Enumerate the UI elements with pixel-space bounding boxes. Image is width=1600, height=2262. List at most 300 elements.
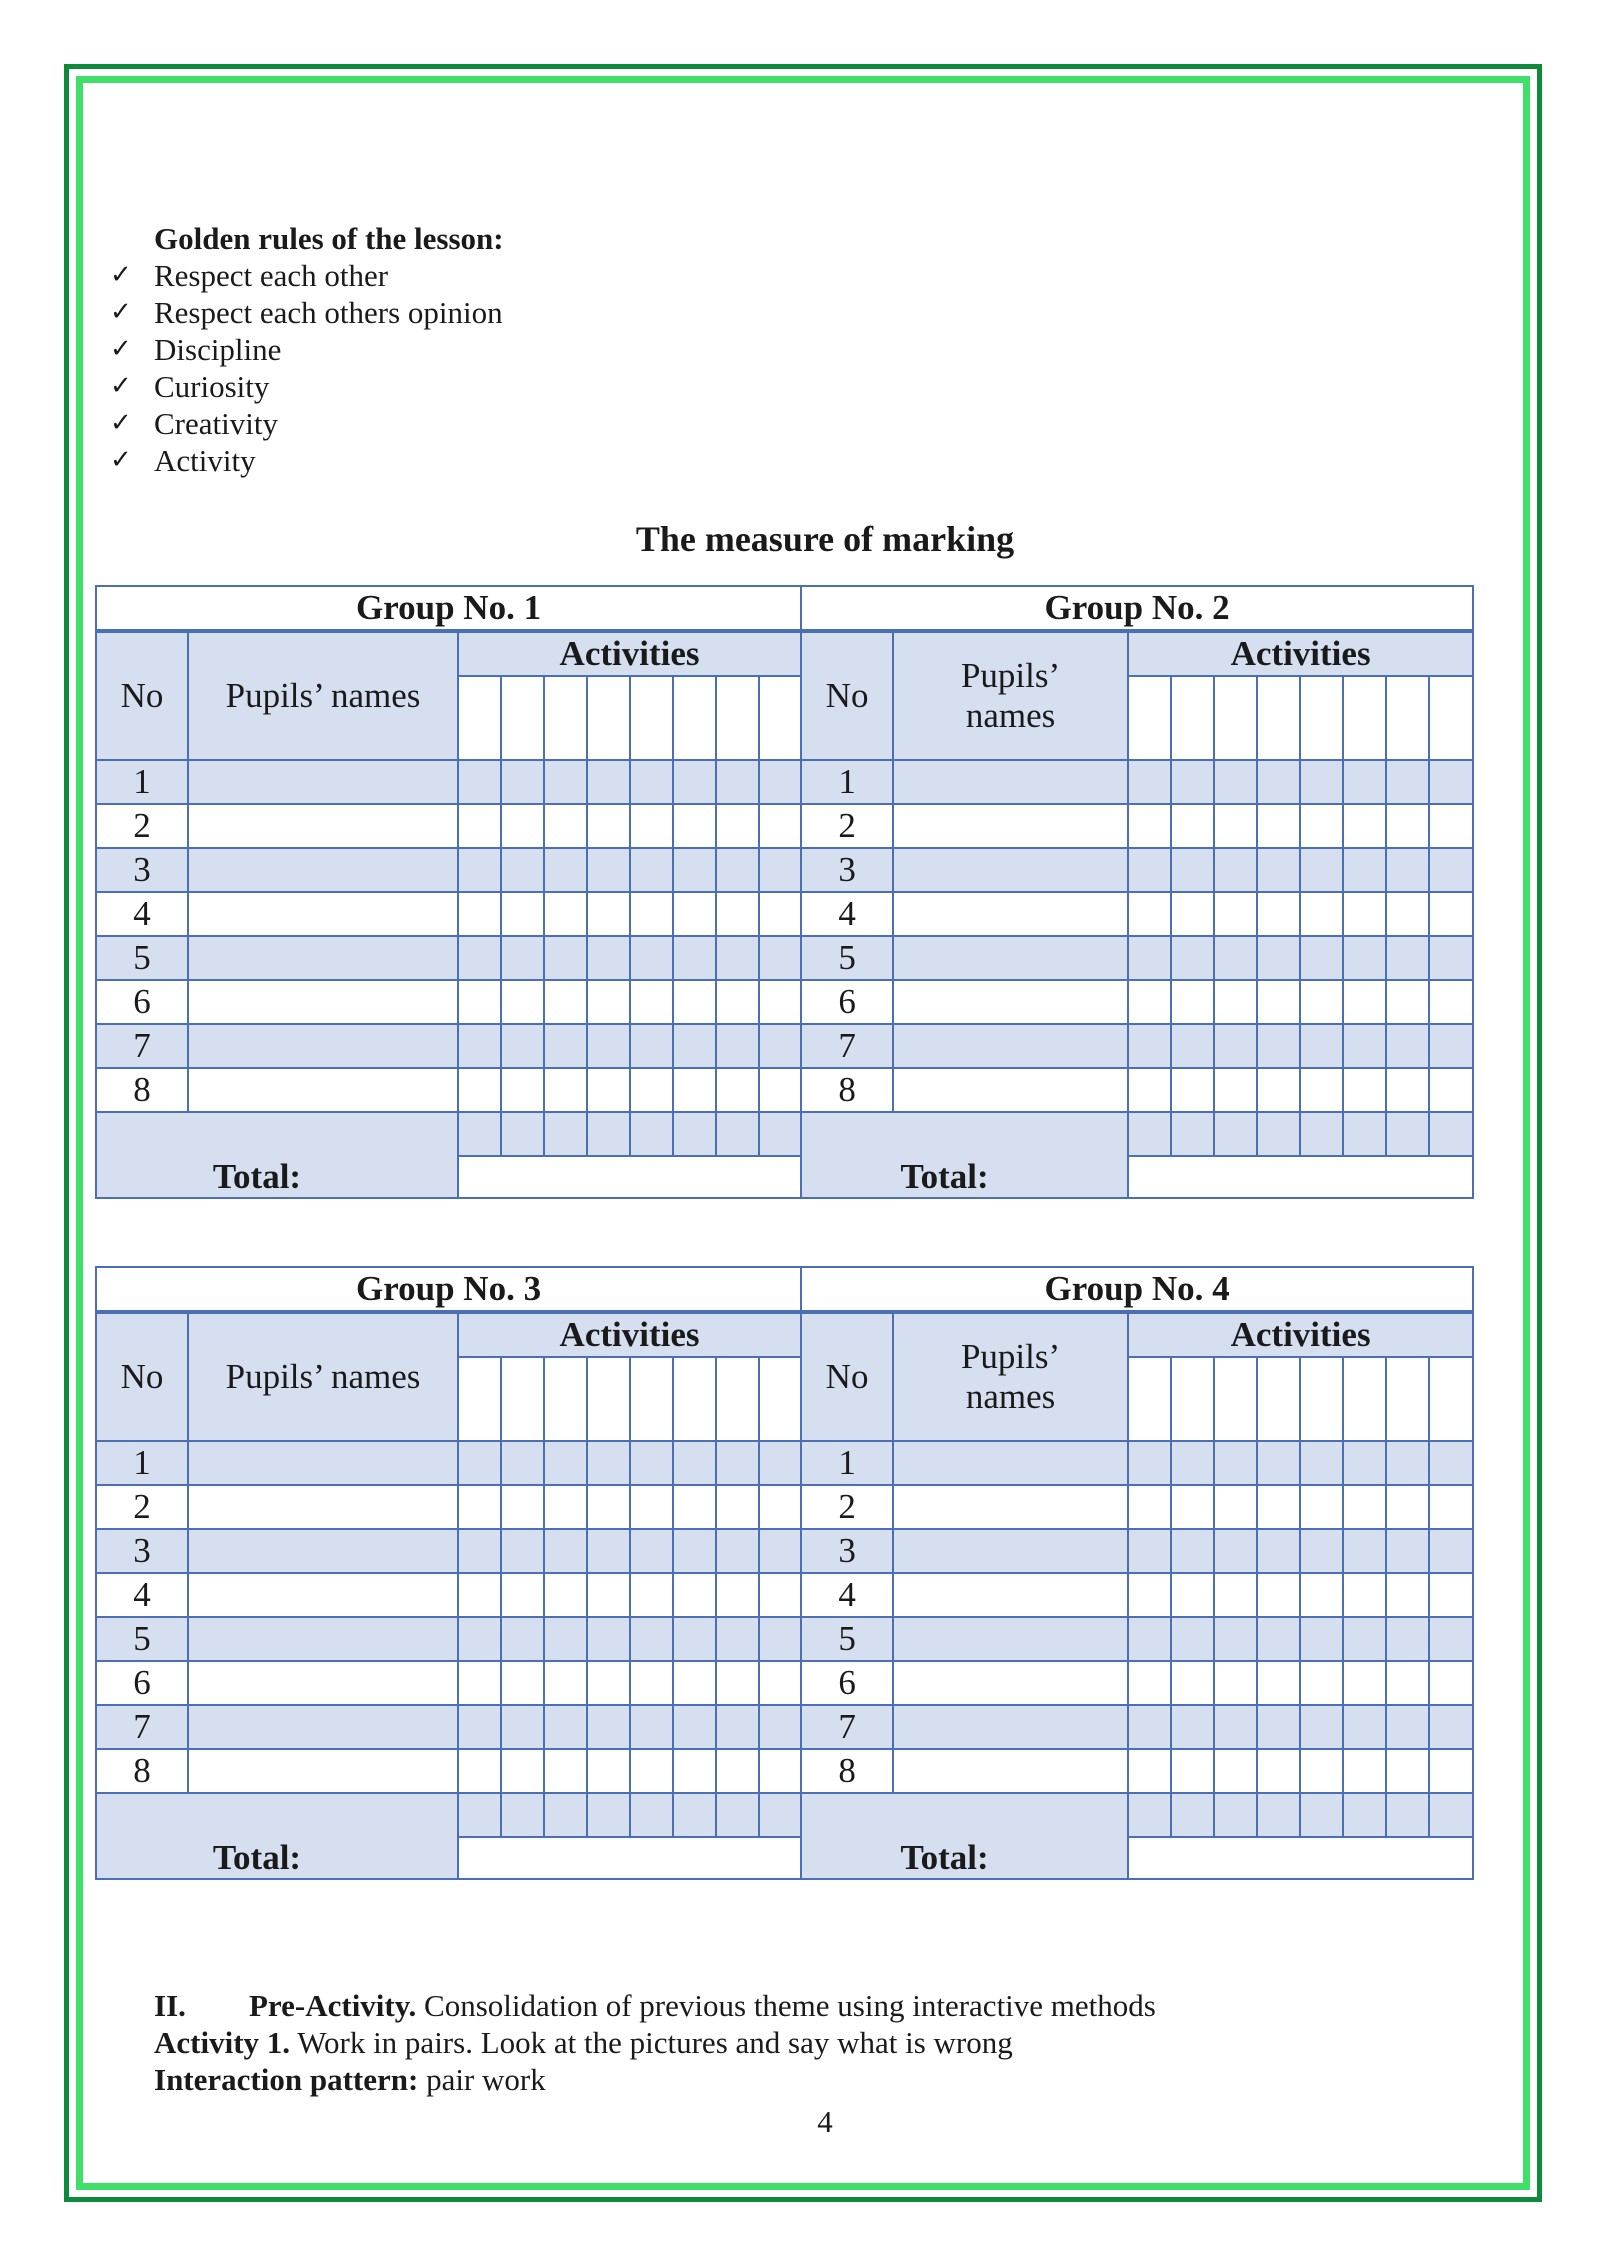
activity-cell bbox=[716, 936, 759, 980]
pupil-name-cell bbox=[188, 1705, 458, 1749]
rule-item bbox=[110, 294, 504, 331]
marking-table-groups-3-4 bbox=[95, 1266, 1474, 1880]
activity-cell bbox=[1128, 1112, 1171, 1156]
activity-cell bbox=[1171, 760, 1214, 804]
activity-cell bbox=[1343, 892, 1386, 936]
activity-cell bbox=[501, 1485, 544, 1529]
activity-cell bbox=[1343, 848, 1386, 892]
activity-cell bbox=[630, 676, 673, 760]
row-number: 2 bbox=[801, 1485, 893, 1529]
pupils-names-line: Pupils’ bbox=[960, 656, 1061, 695]
activity-cell bbox=[716, 848, 759, 892]
activity-cell bbox=[1386, 1705, 1429, 1749]
activity-cell bbox=[630, 936, 673, 980]
activity-cell bbox=[759, 936, 801, 980]
activity-cell bbox=[1128, 1441, 1171, 1485]
activity-cell bbox=[1300, 1441, 1343, 1485]
activity-cell bbox=[630, 1529, 673, 1573]
no-header: No bbox=[801, 631, 893, 760]
activity-cell bbox=[1429, 980, 1473, 1024]
pupil-name-cell bbox=[893, 1617, 1128, 1661]
activity-cell bbox=[544, 1749, 587, 1793]
activity-cell bbox=[716, 1068, 759, 1112]
table-row bbox=[96, 1441, 1473, 1485]
activity-cell bbox=[587, 1793, 630, 1837]
activity-cell bbox=[501, 980, 544, 1024]
activity-cell bbox=[1257, 1617, 1300, 1661]
activity-cell bbox=[759, 1529, 801, 1573]
activity-cell bbox=[587, 1024, 630, 1068]
pupil-name-cell bbox=[893, 804, 1128, 848]
activity-cell bbox=[630, 848, 673, 892]
pupil-name-cell bbox=[893, 1573, 1128, 1617]
activity-cell bbox=[630, 1705, 673, 1749]
rule-text: Curiosity bbox=[154, 369, 270, 404]
activity-cell bbox=[1429, 1529, 1473, 1573]
table-row bbox=[96, 1749, 1473, 1793]
activity-cell bbox=[458, 1112, 501, 1156]
activity-cell bbox=[1171, 1573, 1214, 1617]
pupils-names-line: names bbox=[965, 696, 1056, 735]
row-number: 3 bbox=[96, 848, 188, 892]
activity-cell bbox=[1128, 892, 1171, 936]
activity-cell bbox=[1429, 1617, 1473, 1661]
activity-cell bbox=[1300, 676, 1343, 760]
activity-cell bbox=[1171, 1441, 1214, 1485]
pupil-name-cell bbox=[188, 1024, 458, 1068]
row-number: 2 bbox=[801, 804, 893, 848]
activity-cell bbox=[587, 1749, 630, 1793]
activity-cell bbox=[587, 1068, 630, 1112]
row-number: 3 bbox=[96, 1529, 188, 1573]
activity-cell bbox=[759, 1441, 801, 1485]
pupils-names-header: Pupils’ names bbox=[188, 1312, 458, 1441]
total-label-cell bbox=[96, 1112, 458, 1198]
activity-cell bbox=[673, 980, 716, 1024]
activity-cell bbox=[716, 760, 759, 804]
activity-cell bbox=[759, 1485, 801, 1529]
pupil-name-cell bbox=[188, 936, 458, 980]
activity-cell bbox=[544, 892, 587, 936]
activity-cell bbox=[716, 1357, 759, 1441]
activity-cell bbox=[1429, 804, 1473, 848]
activity-cell bbox=[1386, 1112, 1429, 1156]
activity-cell bbox=[1171, 1068, 1214, 1112]
activity-cell bbox=[1429, 1661, 1473, 1705]
activity-cell bbox=[1214, 1617, 1257, 1661]
activity-cell bbox=[587, 980, 630, 1024]
activity-cell bbox=[1343, 1793, 1386, 1837]
row-number: 6 bbox=[96, 1661, 188, 1705]
activity-cell bbox=[544, 676, 587, 760]
activity-cell bbox=[716, 980, 759, 1024]
activity-cell bbox=[1300, 1024, 1343, 1068]
activity-cell bbox=[1300, 848, 1343, 892]
activity-cell bbox=[458, 676, 501, 760]
activity-cell bbox=[1429, 676, 1473, 760]
activity-cell bbox=[544, 1441, 587, 1485]
activity-cell bbox=[1128, 1793, 1171, 1837]
activity-cell bbox=[1429, 760, 1473, 804]
activity-cell bbox=[587, 892, 630, 936]
pupil-name-cell bbox=[893, 760, 1128, 804]
activity-cell bbox=[1214, 892, 1257, 936]
activity-cell bbox=[1171, 1112, 1214, 1156]
activity-cell bbox=[1429, 936, 1473, 980]
activity-cell bbox=[544, 760, 587, 804]
activity-cell bbox=[759, 804, 801, 848]
activity-cell bbox=[759, 1573, 801, 1617]
activity-cell bbox=[1429, 848, 1473, 892]
activity-cell bbox=[1386, 760, 1429, 804]
activity-cell bbox=[501, 760, 544, 804]
activity-cell bbox=[673, 1112, 716, 1156]
activity-cell bbox=[1128, 676, 1171, 760]
row-number: 1 bbox=[801, 1441, 893, 1485]
activity-cell bbox=[1429, 1112, 1473, 1156]
table-row bbox=[96, 1024, 1473, 1068]
activity-cell bbox=[1171, 1529, 1214, 1573]
activity-cell bbox=[1429, 1357, 1473, 1441]
activity-cell bbox=[501, 892, 544, 936]
activity-cell bbox=[673, 1357, 716, 1441]
row-number: 4 bbox=[801, 892, 893, 936]
activity-cell bbox=[1128, 1529, 1171, 1573]
activity-cell bbox=[1214, 804, 1257, 848]
activity-cell bbox=[1343, 1573, 1386, 1617]
activity-cell bbox=[1128, 1485, 1171, 1529]
pupil-name-cell bbox=[893, 936, 1128, 980]
row-number: 8 bbox=[801, 1749, 893, 1793]
activity-cell bbox=[1171, 1705, 1214, 1749]
rule-text: Respect each others opinion bbox=[154, 295, 503, 330]
activity-cell bbox=[630, 892, 673, 936]
activity-cell bbox=[1171, 1661, 1214, 1705]
activity-cell bbox=[1386, 1024, 1429, 1068]
activity-cell bbox=[1214, 760, 1257, 804]
activity-cell bbox=[501, 1661, 544, 1705]
activity-cell bbox=[673, 892, 716, 936]
activity-cell bbox=[673, 848, 716, 892]
table-row bbox=[96, 980, 1473, 1024]
row-number: 8 bbox=[96, 1749, 188, 1793]
activity-cell bbox=[1171, 980, 1214, 1024]
activity-cell bbox=[630, 804, 673, 848]
activity-cell bbox=[1214, 1112, 1257, 1156]
activity-cell bbox=[501, 804, 544, 848]
activity-cell bbox=[630, 1661, 673, 1705]
pupil-name-cell bbox=[188, 980, 458, 1024]
row-number: 2 bbox=[96, 1485, 188, 1529]
activity-cell bbox=[716, 1112, 759, 1156]
row-number: 6 bbox=[96, 980, 188, 1024]
section-title: Pre-Activity. bbox=[249, 1988, 417, 2023]
activity-cell bbox=[544, 980, 587, 1024]
activity-cell bbox=[1257, 1529, 1300, 1573]
activity-cell bbox=[1343, 1112, 1386, 1156]
activity-cell bbox=[1214, 1068, 1257, 1112]
total-label: Total: bbox=[212, 1157, 302, 1196]
check-icon: ✓ bbox=[110, 445, 132, 475]
activity-cell bbox=[501, 1617, 544, 1661]
activity-cell bbox=[1128, 936, 1171, 980]
activity-cell bbox=[759, 1749, 801, 1793]
activity-cell bbox=[501, 1749, 544, 1793]
activity-cell bbox=[1343, 1068, 1386, 1112]
table-row bbox=[96, 1485, 1473, 1529]
activity-cell bbox=[1257, 1485, 1300, 1529]
activity-cell bbox=[1257, 1112, 1300, 1156]
group-title: Group No. 4 bbox=[801, 1267, 1473, 1312]
activity-cell bbox=[1343, 980, 1386, 1024]
activity-cell bbox=[1343, 760, 1386, 804]
activity-cell bbox=[1171, 1024, 1214, 1068]
row-number: 8 bbox=[801, 1068, 893, 1112]
pupil-name-cell bbox=[188, 1068, 458, 1112]
activity-cell bbox=[1214, 1793, 1257, 1837]
group-title: Group No. 1 bbox=[96, 586, 801, 631]
activity-cell bbox=[1386, 1617, 1429, 1661]
activity-cell bbox=[1343, 1441, 1386, 1485]
activity-cell bbox=[1214, 1749, 1257, 1793]
activity-cell bbox=[759, 1068, 801, 1112]
pupil-name-cell bbox=[188, 1749, 458, 1793]
activity-cell bbox=[1257, 1068, 1300, 1112]
activity-cell bbox=[716, 1793, 759, 1837]
activity-cell bbox=[716, 1661, 759, 1705]
activity-cell bbox=[1343, 1749, 1386, 1793]
activity-cell bbox=[630, 1573, 673, 1617]
activity-cell bbox=[716, 1441, 759, 1485]
check-icon: ✓ bbox=[110, 297, 132, 327]
activity-cell bbox=[1214, 676, 1257, 760]
activity-cell bbox=[501, 1068, 544, 1112]
activity-cell bbox=[1386, 1357, 1429, 1441]
activity-cell bbox=[673, 1024, 716, 1068]
activity-cell bbox=[630, 1112, 673, 1156]
activity-cell bbox=[673, 760, 716, 804]
activity-cell bbox=[458, 1357, 501, 1441]
section-text: Consolidation of previous theme using interactive methods bbox=[416, 1988, 1156, 2023]
table-row bbox=[96, 1705, 1473, 1749]
table-row bbox=[96, 1068, 1473, 1112]
golden-rules-title: Golden rules of the lesson: bbox=[154, 221, 504, 256]
activity-cell bbox=[1171, 1617, 1214, 1661]
activity-cell bbox=[1257, 1024, 1300, 1068]
activity-cell bbox=[716, 804, 759, 848]
activity-cell bbox=[1300, 1749, 1343, 1793]
activity-cell bbox=[759, 848, 801, 892]
activity-cell bbox=[501, 1705, 544, 1749]
activity-cell bbox=[1343, 1617, 1386, 1661]
activity-cell bbox=[1171, 848, 1214, 892]
activity-label: Activity 1. bbox=[154, 2025, 291, 2060]
activity-cell bbox=[1214, 1661, 1257, 1705]
activity-cell bbox=[1429, 1068, 1473, 1112]
activity-cell bbox=[1171, 936, 1214, 980]
activity-cell bbox=[716, 1024, 759, 1068]
activity-cell bbox=[1343, 1705, 1386, 1749]
activity-cell bbox=[458, 1573, 501, 1617]
activity-cell bbox=[630, 1793, 673, 1837]
activity-cell bbox=[673, 1485, 716, 1529]
activity-cell bbox=[630, 1441, 673, 1485]
pupil-name-cell bbox=[188, 1441, 458, 1485]
activity-cell bbox=[501, 1573, 544, 1617]
activity-cell bbox=[1171, 804, 1214, 848]
activity-cell bbox=[458, 980, 501, 1024]
activity-cell bbox=[1343, 1485, 1386, 1529]
activity-cell bbox=[501, 1112, 544, 1156]
activity-cell bbox=[544, 1661, 587, 1705]
activity-cell bbox=[1171, 1357, 1214, 1441]
activity-cell bbox=[587, 1661, 630, 1705]
activity-cell bbox=[1343, 1661, 1386, 1705]
pupil-name-cell bbox=[893, 848, 1128, 892]
activity-cell bbox=[587, 1573, 630, 1617]
activity-cell bbox=[1128, 848, 1171, 892]
pupil-name-cell bbox=[893, 1485, 1128, 1529]
activity-cell bbox=[458, 1024, 501, 1068]
activity-cell bbox=[587, 1485, 630, 1529]
rule-item bbox=[110, 331, 504, 368]
activity-cell bbox=[458, 936, 501, 980]
activity-cell bbox=[673, 1068, 716, 1112]
table-row bbox=[96, 1617, 1473, 1661]
activity-cell bbox=[587, 1441, 630, 1485]
activity-cell bbox=[1300, 892, 1343, 936]
activity-cell bbox=[458, 892, 501, 936]
rule-text: Creativity bbox=[154, 406, 278, 441]
activity-cell bbox=[673, 1529, 716, 1573]
activity-cell bbox=[587, 1112, 630, 1156]
no-header: No bbox=[96, 1312, 188, 1441]
activity-cell bbox=[587, 676, 630, 760]
activity-text: Work in pairs. Look at the pictures and say what is wrong bbox=[290, 2025, 1013, 2060]
activity-cell bbox=[1386, 1661, 1429, 1705]
pupils-names-header bbox=[893, 1312, 1128, 1441]
activity-cell bbox=[673, 804, 716, 848]
activity-cell bbox=[1214, 936, 1257, 980]
activity-cell bbox=[458, 1617, 501, 1661]
activity-line bbox=[154, 2024, 1156, 2061]
activity-cell bbox=[1214, 1485, 1257, 1529]
activity-cell bbox=[1214, 1705, 1257, 1749]
activity-cell bbox=[587, 804, 630, 848]
check-icon: ✓ bbox=[110, 334, 132, 364]
activity-cell bbox=[630, 1617, 673, 1661]
activity-cell bbox=[1429, 1793, 1473, 1837]
activity-cell bbox=[1343, 1529, 1386, 1573]
activity-cell bbox=[759, 1112, 801, 1156]
activity-cell bbox=[458, 1485, 501, 1529]
rule-item bbox=[110, 442, 504, 479]
activity-cell bbox=[1386, 1793, 1429, 1837]
section-numeral: II. bbox=[154, 1988, 186, 2023]
table-row bbox=[96, 892, 1473, 936]
rule-item bbox=[110, 405, 504, 442]
activity-cell bbox=[630, 1485, 673, 1529]
pupil-name-cell bbox=[893, 892, 1128, 936]
table-row bbox=[96, 848, 1473, 892]
activity-cell bbox=[759, 1661, 801, 1705]
activity-cell bbox=[587, 1357, 630, 1441]
total-label-cell bbox=[96, 1793, 458, 1879]
activity-cell bbox=[1429, 1485, 1473, 1529]
footer-section bbox=[154, 1987, 1156, 2098]
activity-cell bbox=[1429, 1024, 1473, 1068]
activity-cell bbox=[1300, 1573, 1343, 1617]
pupil-name-cell bbox=[893, 1024, 1128, 1068]
row-number: 3 bbox=[801, 1529, 893, 1573]
activity-cell bbox=[1429, 1749, 1473, 1793]
activity-cell bbox=[458, 1661, 501, 1705]
activity-cell bbox=[1429, 1441, 1473, 1485]
activity-cell bbox=[501, 676, 544, 760]
activity-cell bbox=[544, 1112, 587, 1156]
activity-cell bbox=[759, 980, 801, 1024]
marking-table-groups-1-2 bbox=[95, 585, 1474, 1199]
pupil-name-cell bbox=[893, 1661, 1128, 1705]
table-row bbox=[96, 1573, 1473, 1617]
activity-cell bbox=[1257, 1441, 1300, 1485]
activity-cell bbox=[544, 936, 587, 980]
activity-cell bbox=[544, 1529, 587, 1573]
activity-cell bbox=[630, 1068, 673, 1112]
interaction-text: pair work bbox=[418, 2062, 546, 2097]
pupil-name-cell bbox=[893, 1529, 1128, 1573]
pupil-name-cell bbox=[893, 1068, 1128, 1112]
pre-activity-line bbox=[154, 1987, 1156, 2024]
activity-cell bbox=[1128, 980, 1171, 1024]
row-number: 2 bbox=[96, 804, 188, 848]
marking-heading: The measure of marking bbox=[635, 519, 1015, 559]
activity-cell bbox=[673, 1573, 716, 1617]
activity-cell bbox=[1300, 1793, 1343, 1837]
activity-cell bbox=[1214, 980, 1257, 1024]
activity-cell bbox=[759, 760, 801, 804]
activity-cell bbox=[1343, 804, 1386, 848]
activity-cell bbox=[544, 848, 587, 892]
activity-cell bbox=[1214, 848, 1257, 892]
activity-cell bbox=[1128, 1749, 1171, 1793]
activity-cell bbox=[1128, 1068, 1171, 1112]
activity-cell bbox=[458, 1705, 501, 1749]
row-number: 6 bbox=[801, 1661, 893, 1705]
activity-cell bbox=[458, 1068, 501, 1112]
activities-header: Activities bbox=[458, 1312, 801, 1357]
activity-cell bbox=[1300, 1529, 1343, 1573]
activity-cell bbox=[673, 1793, 716, 1837]
total-label-cell bbox=[801, 1112, 1128, 1198]
pupils-names-header: Pupils’ names bbox=[188, 631, 458, 760]
activities-header: Activities bbox=[1128, 631, 1473, 676]
activity-cell bbox=[1386, 936, 1429, 980]
page-number: 4 bbox=[817, 2104, 833, 2139]
total-label: Total: bbox=[212, 1838, 302, 1877]
pupil-name-cell bbox=[893, 1749, 1128, 1793]
activity-cell bbox=[1257, 848, 1300, 892]
pupils-names-line: Pupils’ bbox=[960, 1337, 1061, 1376]
activity-cell bbox=[501, 1357, 544, 1441]
activity-cell bbox=[673, 676, 716, 760]
activity-cell bbox=[716, 1529, 759, 1573]
activity-cell bbox=[1300, 980, 1343, 1024]
activity-cell bbox=[458, 848, 501, 892]
activity-cell bbox=[1257, 1749, 1300, 1793]
activity-cell bbox=[673, 1617, 716, 1661]
activity-cell bbox=[1300, 1357, 1343, 1441]
